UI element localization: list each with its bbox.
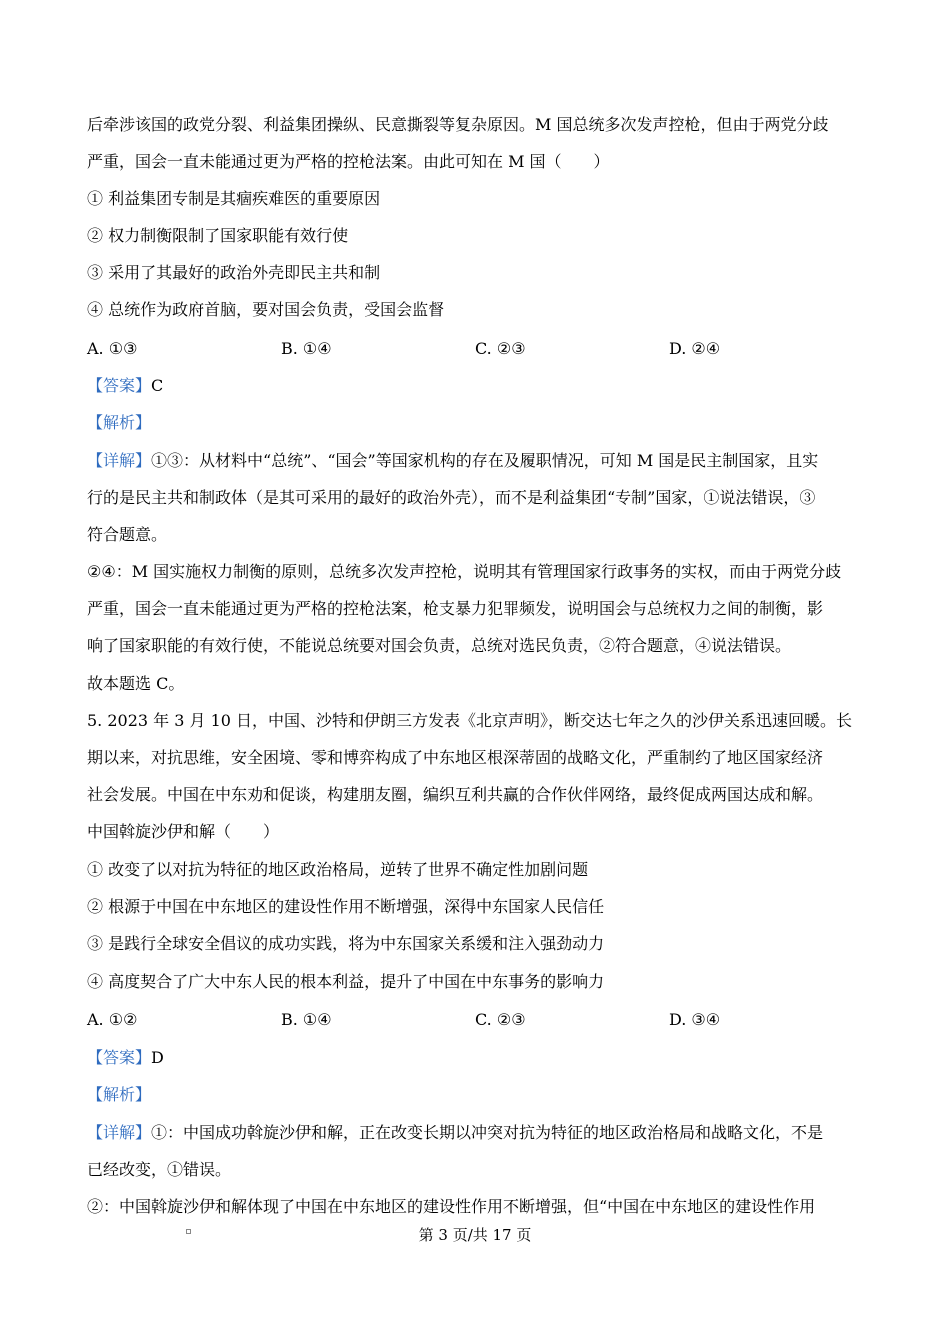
- detail-label: 【详解】: [87, 1123, 152, 1142]
- detail-line: 严重，国会一直未能通过更为严格的控枪法案，枪支暴力犯罪频发，说明国会与总统权力之间的制衡，影: [87, 599, 824, 618]
- option-c: C. ②③: [475, 1010, 526, 1029]
- question-text-line: 社会发展。中国在中东劝和促谈，构建朋友圈，编织互利共赢的合作伙伴网络，最终促成两国达成和解。: [87, 785, 824, 804]
- detail-text: ①：中国成功斡旋沙伊和解，正在改变长期以冲突对抗为特征的地区政治格局和战略文化，不是: [151, 1123, 824, 1142]
- option-d: D. ③④: [669, 1010, 721, 1029]
- detail-text: ①③：从材料中“总统”、“国会”等国家机构的存在及履职情况，可知 M 国是民主制国家，且实: [151, 451, 819, 470]
- detail-line: 响了国家职能的有效行使，不能说总统要对国会负责，总统对选民负责，②符合题意，④说法错误。: [87, 636, 792, 655]
- detail-line: [87, 449, 818, 473]
- analysis-label: 【解析】: [87, 1085, 152, 1104]
- conclusion-line: 故本题选 C。: [87, 674, 185, 693]
- answer-row: [87, 374, 163, 398]
- answer-value: D: [151, 1048, 164, 1067]
- question-text-line: 后牵涉该国的政党分裂、利益集团操纵、民意撕裂等复杂原因。M 国总统多次发声控枪，但由于两党分歧: [87, 115, 829, 134]
- detail-line: 已经改变，①错误。: [87, 1160, 232, 1179]
- choice-statement-3: ③ 是践行全球安全倡议的成功实践，将为中东国家关系缓和注入强劲动力: [87, 934, 605, 953]
- analysis-label: 【解析】: [87, 413, 152, 432]
- question-text-line: 中国斡旋沙伊和解（ ）: [87, 822, 280, 841]
- option-c: C. ②③: [475, 339, 526, 358]
- choice-statement-1: ① 改变了以对抗为特征的地区政治格局，逆转了世界不确定性加剧问题: [87, 860, 589, 879]
- detail-line: 符合题意。: [87, 525, 168, 544]
- answer-label: 【答案】: [87, 376, 152, 395]
- question-text-line: 严重，国会一直未能通过更为严格的控枪法案。由此可知在 M 国（ ）: [87, 152, 610, 171]
- choice-statement-3: ③ 采用了其最好的政治外壳即民主共和制: [87, 263, 381, 282]
- choice-statement-4: ④ 高度契合了广大中东人民的根本利益，提升了中国在中东事务的影响力: [87, 972, 605, 991]
- answer-row: [87, 1046, 164, 1070]
- option-d: D. ②④: [669, 339, 721, 358]
- choice-statement-4: ④ 总统作为政府首脑，要对国会负责，受国会监督: [87, 300, 445, 319]
- answer-value: C: [151, 376, 164, 395]
- detail-line: ②④：M 国实施权力制衡的原则，总统多次发声控枪，说明其有管理国家行政事务的实权，而由于两党分歧: [87, 562, 842, 581]
- detail-line: 行的是民主共和制政体（是其可采用的最好的政治外壳），而不是利益集团“专制”国家，①说法错误，③: [87, 488, 816, 507]
- choice-statement-2: ② 权力制衡限制了国家职能有效行使: [87, 226, 349, 245]
- choice-statement-2: ② 根源于中国在中东地区的建设性作用不断增强，深得中东国家人民信任: [87, 897, 605, 916]
- option-a: A. ①②: [87, 1010, 138, 1029]
- detail-line: [87, 1121, 823, 1145]
- option-b: B. ①④: [281, 339, 332, 358]
- option-b: B. ①④: [281, 1010, 332, 1029]
- question-text-line: 期以来，对抗思维，安全困境、零和博弈构成了中东地区根深蒂固的战略文化，严重制约了地区国家经济: [87, 748, 824, 767]
- question-text-line: 5. 2023 年 3 月 10 日，中国、沙特和伊朗三方发表《北京声明》，断交达七年之久的沙伊关系迅速回暖。长: [87, 711, 853, 730]
- option-a: A. ①③: [87, 339, 138, 358]
- page-footer: 第 3 页/共 17 页: [418, 1226, 532, 1244]
- answer-label: 【答案】: [87, 1048, 152, 1067]
- detail-line: ②：中国斡旋沙伊和解体现了中国在中东地区的建设性作用不断增强，但“中国在中东地区的建设性作用: [87, 1197, 816, 1216]
- choice-statement-1: ① 利益集团专制是其痼疾难医的重要原因: [87, 189, 381, 208]
- detail-label: 【详解】: [87, 451, 152, 470]
